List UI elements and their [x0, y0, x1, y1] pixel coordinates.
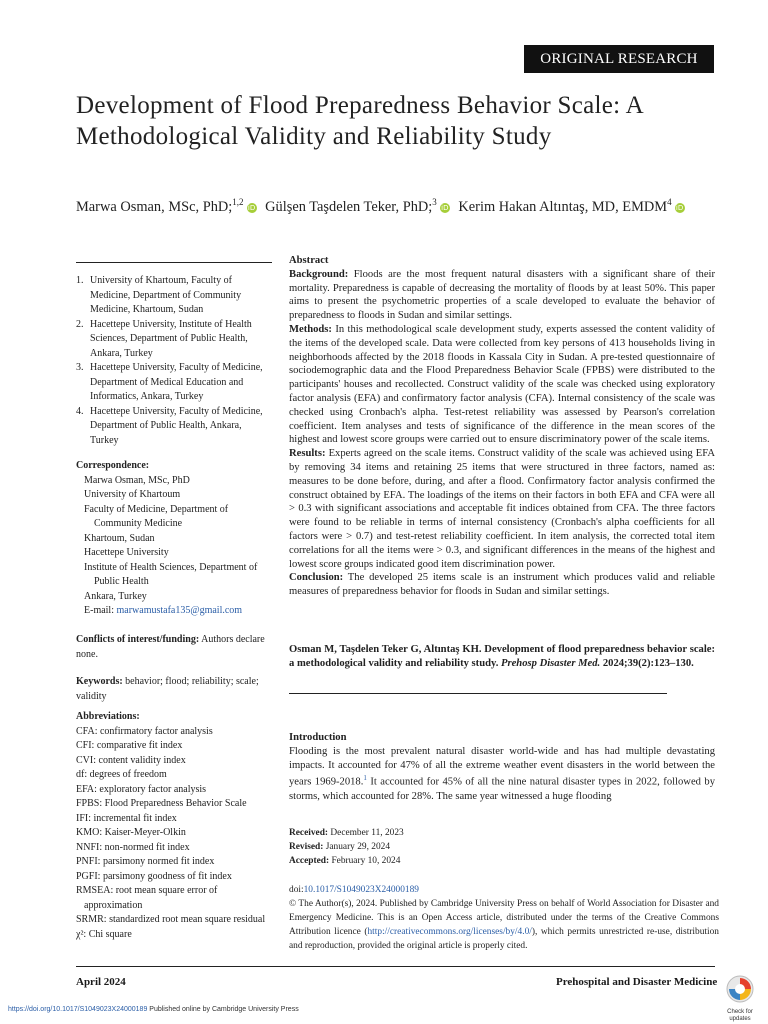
dates-block — [289, 826, 589, 868]
license-text: © The Author(s), 2024. Published by Cambridge University Press on behalf of World Association for Disaster and Emergency Medicine. This is an Open Access article, distributed under the terms of the Creative Commons Attribution licence (http://creativecommons.org/licenses/by/4.0/), which permits unrestricted re-use, distribution and reproduction, provided the original article is properly cited. — [289, 899, 719, 951]
abbreviation-item: NNFI: non-normed fit index — [76, 841, 190, 853]
check-for-updates-label: updates — [729, 1016, 751, 1022]
correspondence-line: Community Medicine — [94, 518, 183, 529]
introduction-heading: Introduction — [289, 732, 347, 743]
footer-journal: Prehospital and Disaster Medicine — [556, 976, 718, 988]
conflicts-heading: Conflicts of interest/funding: — [76, 634, 200, 645]
author-affil-ref: 3 — [432, 197, 437, 207]
abbreviation-item: χ²: Chi square — [76, 928, 132, 940]
abbreviation-item: PGFI: parsimony goodness of fit index — [76, 870, 232, 882]
citation-journal: Prehosp Disaster Med. — [501, 658, 601, 669]
license-url-link[interactable]: http://creativecommons.org/licenses/by/4.0/ — [367, 927, 532, 937]
abbreviation-item: CVI: content validity index — [76, 754, 186, 766]
article-title: Development of Flood Preparedness Behavior Scale: A Methodological Validity and Reliability Study — [76, 92, 643, 150]
abbreviations-block — [76, 710, 272, 942]
correspondence-line: Public Health — [94, 576, 149, 587]
correspondence-line: Ankara, Turkey — [84, 590, 147, 602]
author-name: Marwa Osman, MSc, PhD; — [76, 198, 233, 215]
check-for-updates-icon — [722, 974, 758, 1004]
orcid-icon[interactable]: iD — [441, 203, 449, 212]
correspondence-email: E-mail: marwamustafa135@gmail.com — [84, 605, 243, 616]
introduction — [289, 731, 715, 804]
abbreviation-item: PNFI: parsimony normed fit index — [76, 856, 215, 867]
abstract — [289, 254, 715, 599]
citation: Osman M, Taşdelen Teker G, Altıntaş KH. Development of flood preparedness behavior scale: a methodological validity and reliability study. Prehosp Disaster Med. 2024;39(2):123–130. — [289, 644, 715, 669]
introduction-text: Flooding is the most prevalent natural disaster world-wide and has had multiple devastating impacts. It accounted for 47% of all the extreme weather event disasters in the world between the years 1969-2018.$^1$ It accounted for 45% of all the nine natural disaster types in 2022, followed by storms, which accounted for 28%. The same year witnessed a huge flooding — [289, 745, 715, 802]
correspondence-line: Khartoum, Sudan — [84, 532, 155, 544]
doi-line: doi:10.1017/S1049023X24000189 — [289, 885, 419, 895]
author-name: Kerim Hakan Altıntaş, MD, EMDM — [458, 198, 668, 215]
abbreviation-item: IFI: incremental fit index — [76, 812, 177, 824]
abbreviation-item: CFA: confirmatory factor analysis — [76, 725, 213, 737]
conflicts-block — [76, 633, 272, 662]
abbreviation-item: approximation — [84, 899, 143, 911]
date-accepted: Accepted: February 10, 2024 — [289, 856, 401, 866]
footer-date: April 2024 — [76, 976, 126, 988]
correspondence-block — [76, 459, 272, 619]
left-column-rule — [76, 262, 272, 263]
keywords-text: behavior; flood; reliability; scale; validity — [76, 676, 259, 702]
correspondence-line: Faculty of Medicine, Department of — [84, 503, 229, 515]
affiliation-item: 1. University of Khartoum, Faculty of Medicine, Department of Community Medicine, Khartoum, Sudan — [76, 275, 242, 315]
keywords-block — [76, 675, 272, 704]
correspondence-line: Hacettepe University — [84, 547, 169, 558]
abbreviations-heading: Abbreviations: — [76, 711, 140, 722]
sidebar-doi-link[interactable]: https://doi.org/10.1017/S1049023X24000189 — [8, 1006, 148, 1013]
license-block — [289, 883, 719, 953]
affiliation-item: 3. Hacettepe University, Faculty of Medicine, Department of Medical Education and Informatics, Ankara, Turkey — [76, 362, 263, 402]
reference-link[interactable]: 1 — [363, 774, 367, 783]
abstract-heading: Abstract — [289, 255, 329, 266]
affiliations — [76, 274, 272, 448]
abstract-methods: Methods: In this methodological scale development study, experts assessed the content validity of the items of the developed scale. Data were collected from key persons of 413 households living in neighborhoods affected by the 2018 floods in Kassala City in Sudan. A pre-tested questionnaire of sociodemographic data and the Flood Preparedness Behavior Scale (FPBS) were distributed to the participants' houses and recollected. Construct validity of the scale was checked using exploratory factor analysis (EFA) and confirmatory factor analysis (CFA). Internal consistency of the scale was checked using Cronbach's alpha. Test-retest reliability was assessed by Pearson's correlation coefficient. Item analyses and tests of significance of the difference in the mean scores of the highest and lowest score groups were carried out to ensure discriminatory power of the scale items. — [289, 323, 715, 446]
author-list — [76, 197, 726, 216]
abstract-background: Background: Floods are the most frequent natural disasters with a significant share of their mortality. Preparedness is capable of decreasing the mortality of floods by at least 50%. This paper aims to present the psychometric properties of a scale developed to evaluate the behavior of preparedness to floods in Sudan and similar settings. — [289, 268, 716, 322]
correspondence-line: Marwa Osman, MSc, PhD — [84, 474, 190, 486]
abstract-results: Results: Experts agreed on the scale items. Construct validity of the scale was achieved using EFA by removing 34 items and retaining 25 items that were structured in three factors, named as: measures to be done before, during, and after a flood. Confirmatory factor analysis confirmed the construct obtained by EFA. The loadings of the items on their factors in both EFA and CFA were all > 0.3 with significant associations and acceptable fit indices obtained from CFA. The three factors were found to be reliable in terms of internal consistency (Cronbach's alpha coefficients for all factors were > 0.7) and test-retest reliability coefficient. In item analysis, the corrected total item correlations for all the items were > 0.3, and significant differences in the means of the highest and lowest score groups indicated good item discrimination power. — [289, 448, 715, 570]
abbreviation-item: FPBS: Flood Preparedness Behavior Scale — [76, 798, 247, 809]
keywords-heading: Keywords: — [76, 676, 123, 687]
email-link[interactable]: marwamustafa135@gmail.com — [116, 605, 243, 616]
conflicts-text: Authors declare none. — [76, 634, 265, 660]
published-online-note: https://doi.org/10.1017/S1049023X24000189 Published online by Cambridge University Press — [8, 1006, 299, 1013]
correspondence-line: Institute of Health Sciences, Department of — [84, 561, 258, 573]
author-affil-ref: 1,2 — [232, 197, 244, 207]
doi-link[interactable]: 10.1017/S1049023X24000189 — [303, 885, 419, 895]
abbreviation-item: KMO: Kaiser-Meyer-Olkin — [76, 827, 186, 838]
abbreviation-item: EFA: exploratory factor analysis — [76, 783, 207, 795]
orcid-icon[interactable]: iD — [247, 203, 256, 212]
affiliation-item: 4. Hacettepe University, Faculty of Medicine, Department of Public Health, Ankara, Turkey — [76, 405, 263, 446]
check-for-updates-label: Check for — [727, 1009, 753, 1015]
date-revised: Revised: January 29, 2024 — [289, 842, 391, 852]
correspondence-heading: Correspondence: — [76, 460, 150, 471]
footer-rule — [76, 966, 715, 967]
abbreviation-item: CFI: comparative fit index — [76, 740, 183, 751]
author-affil-ref: 4 — [667, 197, 672, 207]
article-type-label: ORIGINAL RESEARCH — [540, 50, 698, 67]
affiliation-item: 2. Hacettepe University, Institute of Health Sciences, Department of Public Health, Ankara, Turkey — [76, 318, 252, 359]
date-received: Received: December 11, 2023 — [289, 828, 404, 838]
abbreviation-item: RMSEA: root mean square error of — [76, 885, 218, 896]
abbreviation-item: df: degrees of freedom — [76, 769, 167, 780]
abstract-conclusion: Conclusion: The developed 25 items scale is an instrument which produces valid and reliable measures of preparedness behavior for floods in Sudan and similar settings. — [289, 572, 715, 598]
article-type-badge — [524, 45, 714, 73]
author-name: Gülşen Taşdelen Teker, PhD; — [265, 198, 433, 215]
correspondence-line: University of Khartoum — [84, 489, 181, 500]
orcid-icon[interactable]: iD — [675, 203, 684, 212]
abbreviation-item: SRMR: standardized root mean square residual — [76, 914, 266, 925]
check-for-updates-button[interactable] — [722, 974, 758, 1020]
citation-rule — [289, 693, 667, 694]
